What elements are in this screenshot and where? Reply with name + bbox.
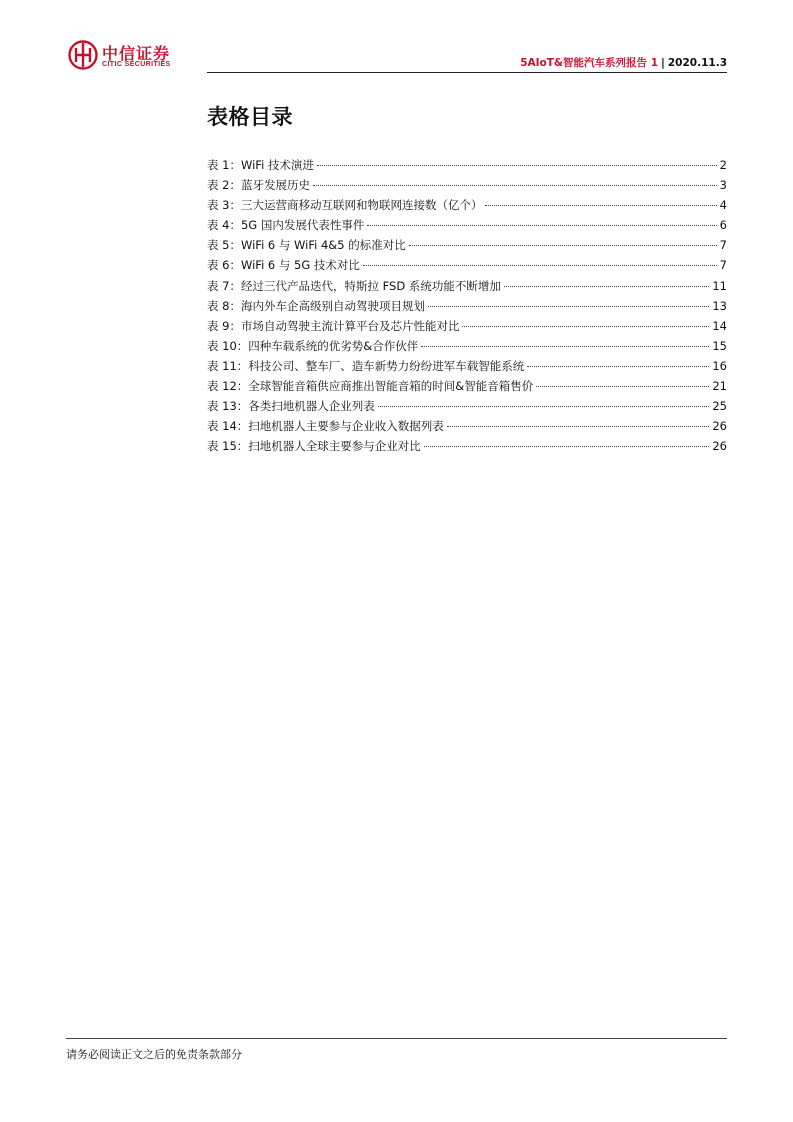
toc-entry-label[interactable]: 表 2：蓝牙发展历史	[207, 178, 310, 193]
toc-entry-page[interactable]: 3	[719, 178, 727, 193]
toc-entry-page[interactable]: 16	[712, 358, 727, 373]
toc-entry-page[interactable]: 6	[719, 218, 727, 233]
toc-entry[interactable]	[207, 276, 727, 296]
toc-entry-page[interactable]: 7	[719, 258, 727, 273]
toc-entry[interactable]	[207, 296, 727, 316]
toc-entry[interactable]	[207, 396, 727, 416]
toc-dot-leader	[485, 205, 716, 206]
toc-entry[interactable]	[207, 436, 727, 456]
page-title: 表格目录	[207, 105, 293, 129]
toc-entry-label[interactable]: 表 4：5G 国内发展代表性事件	[207, 218, 365, 233]
toc-dot-leader	[378, 406, 710, 407]
toc-dot-leader	[504, 286, 710, 287]
toc-entry-label[interactable]: 表 10：四种车载系统的优劣势&合作伙伴	[207, 338, 419, 353]
table-of-tables	[207, 155, 727, 456]
toc-entry[interactable]	[207, 376, 727, 396]
toc-entry-page[interactable]: 7	[719, 238, 727, 253]
toc-entry[interactable]	[207, 316, 727, 336]
toc-entry-page[interactable]: 15	[712, 338, 727, 353]
toc-entry[interactable]	[207, 336, 727, 356]
toc-entry-label[interactable]: 表 8：海内外车企高级别自动驾驶项目规划	[207, 298, 425, 313]
toc-entry-page[interactable]: 2	[719, 158, 727, 172]
toc-entry[interactable]	[207, 255, 727, 275]
disclaimer-note: 请务必阅读正文之后的免责条款部分	[66, 1048, 242, 1061]
toc-dot-leader	[363, 265, 717, 266]
toc-entry[interactable]	[207, 215, 727, 235]
toc-entry[interactable]	[207, 195, 727, 215]
toc-dot-leader	[424, 446, 710, 447]
toc-dot-leader	[527, 366, 709, 367]
logo-english-name: CITIC SECURITIES	[102, 61, 171, 68]
toc-entry-page[interactable]: 13	[712, 298, 727, 313]
toc-entry[interactable]	[207, 175, 727, 195]
toc-dot-leader	[447, 426, 710, 427]
toc-entry-label[interactable]: 表 5：WiFi 6 与 WiFi 4&5 的标准对比	[207, 238, 406, 253]
toc-entry-label[interactable]: 表 14：扫地机器人主要参与企业收入数据列表	[207, 419, 444, 434]
toc-dot-leader	[536, 386, 709, 387]
toc-entry-label[interactable]: 表 15：扫地机器人全球主要参与企业对比	[207, 439, 421, 454]
header-separator: |	[661, 57, 665, 69]
toc-entry-label[interactable]: 表 9：市场自动驾驶主流计算平台及芯片性能对比	[207, 318, 460, 333]
report-series-title: 5AIoT&智能汽车系列报告 1	[520, 57, 659, 69]
toc-entry-page[interactable]: 4	[719, 198, 727, 213]
toc-dot-leader	[367, 225, 716, 226]
toc-entry[interactable]	[207, 155, 727, 175]
toc-entry-label[interactable]: 表 13：各类扫地机器人企业列表	[207, 399, 375, 414]
toc-entry-label[interactable]: 表 11：科技公司、整车厂、造车新势力纷纷进军车载智能系统	[207, 358, 525, 373]
toc-entry-page[interactable]: 26	[712, 419, 727, 434]
toc-entry[interactable]	[207, 235, 727, 255]
toc-entry-label[interactable]: 表 12：全球智能音箱供应商推出智能音箱的时间&智能音箱售价	[207, 379, 534, 394]
toc-entry-page[interactable]: 21	[712, 379, 727, 394]
toc-dot-leader	[317, 165, 717, 166]
citic-logo-icon	[68, 40, 98, 70]
toc-entry-label[interactable]: 表 7：经过三代产品迭代，特斯拉 FSD 系统功能不断增加	[207, 278, 501, 293]
report-date: 2020.11.3	[667, 57, 727, 69]
footer-divider	[66, 1038, 727, 1039]
citic-logo	[68, 40, 178, 74]
toc-entry-page[interactable]: 26	[712, 439, 727, 454]
toc-dot-leader	[409, 245, 717, 246]
toc-entry-page[interactable]: 11	[712, 278, 727, 293]
header-divider	[207, 72, 727, 73]
toc-dot-leader	[313, 185, 717, 186]
toc-entry[interactable]	[207, 356, 727, 376]
toc-entry-label[interactable]: 表 6：WiFi 6 与 5G 技术对比	[207, 258, 360, 273]
toc-dot-leader	[421, 346, 709, 347]
toc-entry-page[interactable]: 14	[712, 318, 727, 333]
report-header	[520, 55, 727, 70]
toc-entry[interactable]	[207, 416, 727, 436]
toc-dot-leader	[428, 306, 709, 307]
toc-dot-leader	[462, 326, 709, 327]
logo-chinese-name: 中信证券	[102, 44, 171, 63]
toc-entry-page[interactable]: 25	[712, 399, 727, 414]
toc-entry-label[interactable]: 表 3：三大运营商移动互联网和物联网连接数（亿个）	[207, 198, 483, 213]
toc-entry-label[interactable]: 表 1：WiFi 技术演进	[207, 158, 314, 172]
